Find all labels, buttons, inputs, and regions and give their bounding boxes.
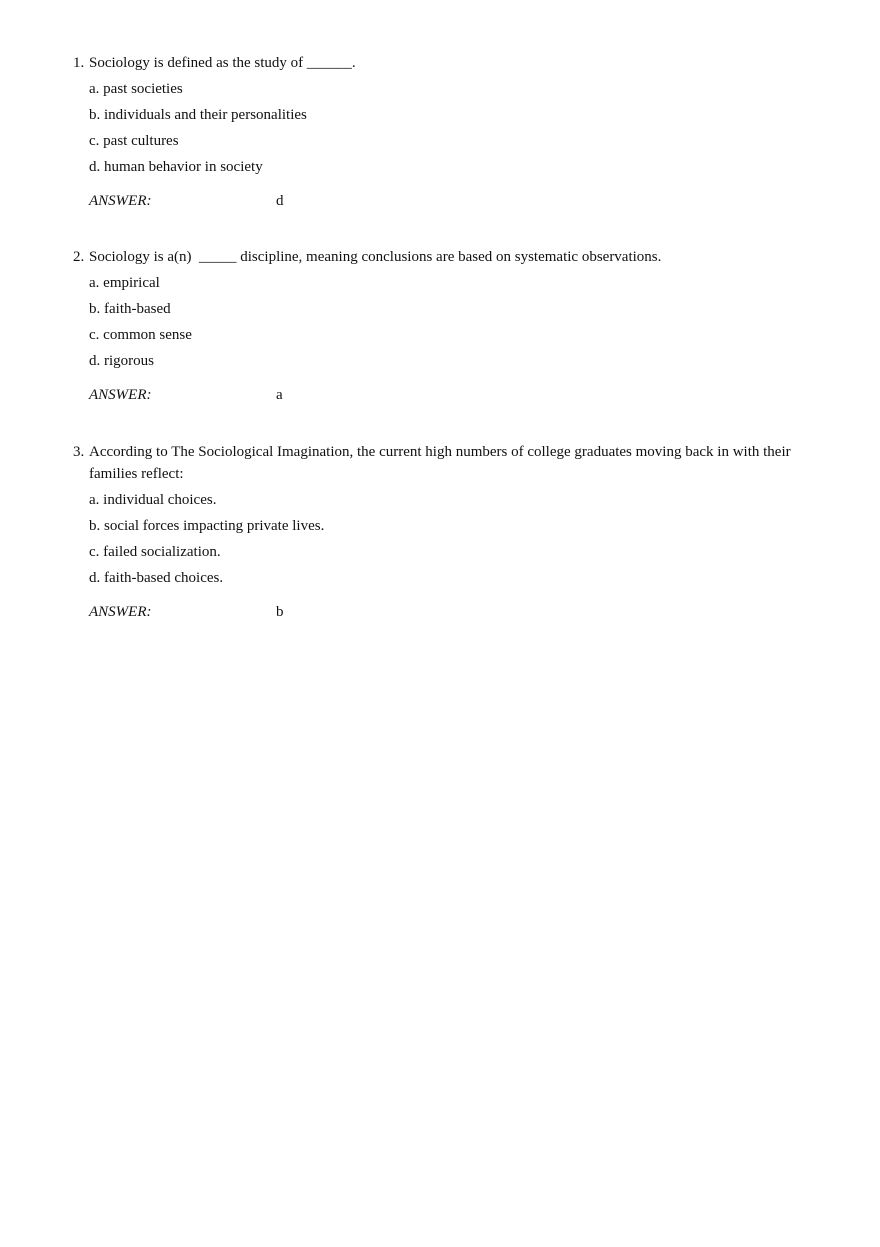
option-b: b. individuals and their personalities xyxy=(89,107,307,123)
question-number: 2. xyxy=(73,249,85,265)
question-1 xyxy=(73,52,823,212)
answer-value: b xyxy=(276,604,284,620)
answer-value: d xyxy=(276,193,284,209)
answer-row xyxy=(89,601,823,623)
options-list xyxy=(89,272,823,376)
question-stem xyxy=(73,441,823,485)
answer-row xyxy=(89,190,823,212)
option-b: b. social forces impacting private lives. xyxy=(89,518,325,534)
question-stem xyxy=(73,246,823,268)
option-d: d. faith-based choices. xyxy=(89,570,224,586)
question-text: According to The Sociological Imagination, the current high numbers of college graduates moving back in with their families reflect: xyxy=(89,444,791,482)
option-a: a. past societies xyxy=(89,81,183,97)
answer-row xyxy=(89,384,823,406)
question-number: 3. xyxy=(73,444,85,460)
question-number: 1. xyxy=(73,55,85,71)
answer-label: ANSWER: xyxy=(89,387,152,403)
option-a: a. individual choices. xyxy=(89,492,217,508)
option-a: a. empirical xyxy=(89,275,160,291)
question-stem xyxy=(73,52,823,74)
option-b: b. faith-based xyxy=(89,301,171,317)
question-text: Sociology is defined as the study of ______. xyxy=(89,55,356,71)
option-c: c. past cultures xyxy=(89,133,179,149)
option-d: d. rigorous xyxy=(89,353,154,369)
option-c: c. failed socialization. xyxy=(89,544,221,560)
options-list xyxy=(89,78,823,182)
options-list xyxy=(89,489,823,593)
question-text: Sociology is a(n) _____ discipline, meaning conclusions are based on systematic observations. xyxy=(89,249,662,265)
option-c: c. common sense xyxy=(89,327,192,343)
answer-value: a xyxy=(276,387,283,403)
option-d: d. human behavior in society xyxy=(89,159,263,175)
question-3 xyxy=(73,441,823,623)
answer-label: ANSWER: xyxy=(89,604,152,620)
answer-label: ANSWER: xyxy=(89,193,152,209)
question-2 xyxy=(73,246,823,406)
